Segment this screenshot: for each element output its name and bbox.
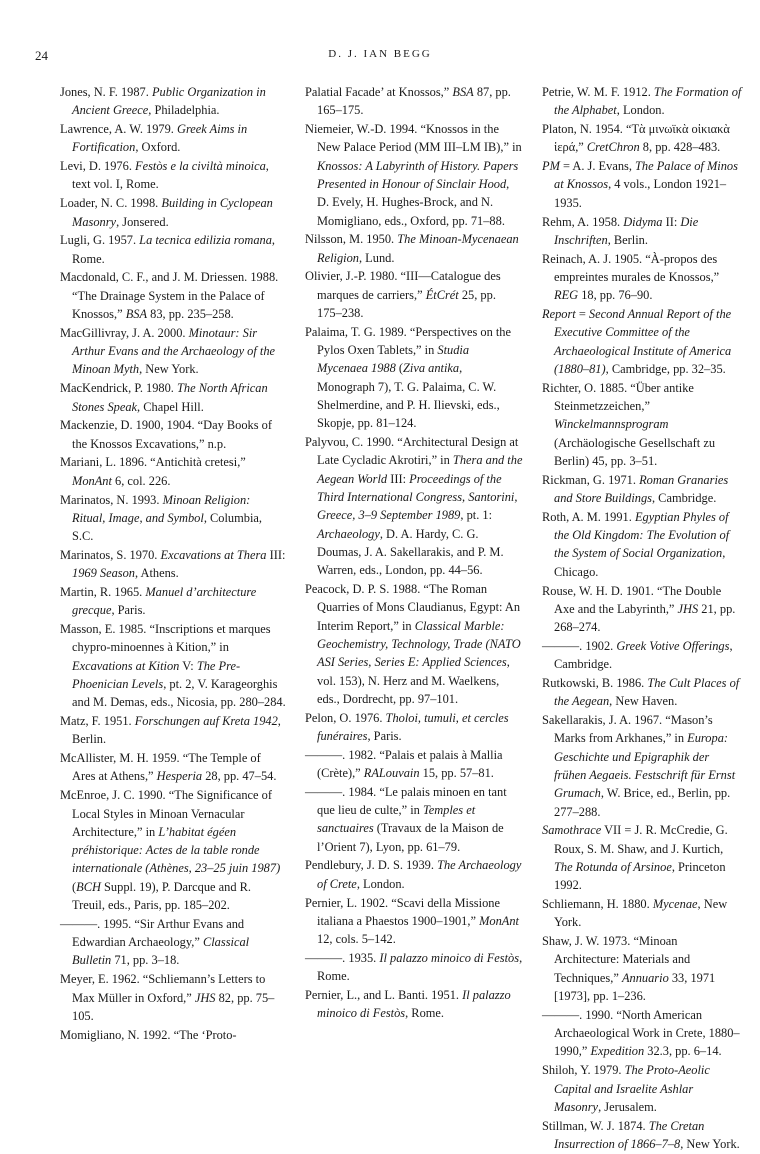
- bibliography-entry: Sakellarakis, J. A. 1967. “Mason’s Marks from Arkhanes,” in Europa: Geschichte und Epigraphik der frühen Aegaeis. Festschrift für Ernst Grumach, W. Brice, ed., Berlin, pp. 277–288.: [542, 713, 736, 819]
- bibliography-entry: Olivier, J.-P. 1980. “III—Catalogue des marques de carriers,” ÉtCrét 25, pp. 175–238.: [305, 269, 501, 321]
- bibliography-entry: Rouse, W. H. D. 1901. “The Double Axe and the Labyrinth,” JHS 21, pp. 268–274.: [542, 583, 736, 635]
- bibliography-entry: McAllister, M. H. 1959. “The Temple of Ares at Athens,” Hesperia 28, pp. 47–54.: [60, 751, 277, 784]
- bibliography-entry: Pernier, L., and L. Banti. 1951. Il palazzo minoico di Festòs, Rome.: [305, 988, 511, 1021]
- bibliography-column-1: [60, 83, 286, 1044]
- bibliography-entry: Loader, N. C. 1998. Building in Cyclopean Masonry, Jonsered.: [60, 196, 273, 229]
- bibliography-entry: Rickman, G. 1971. Roman Granaries and Store Buildings, Cambridge.: [542, 472, 729, 506]
- bibliography-column-2: [305, 83, 523, 1023]
- running-head: D. J. IAN BEGG: [328, 48, 432, 60]
- bibliography-entry: Marinatos, N. 1993. Minoan Religion: Ritual, Image, and Symbol, Columbia, S.C.: [60, 492, 262, 544]
- bibliography-entry: PM = A. J. Evans, The Palace of Minos at Knossos, 4 vols., London 1921–1935.: [542, 159, 738, 210]
- bibliography-entry: Niemeier, W.-D. 1994. “Knossos in the New Palace Period (MM III–LM IB),” in Knossos: A Labyrinth of History. Papers Presented in Honour of Sinclair Hood, D. Evely, H. Hughes-Brock, and N. Momigliano, eds., Oxford, pp. 71–88.: [305, 122, 522, 228]
- bibliography-entry: Macdonald, C. F., and J. M. Driessen. 1988. “The Drainage System in the Palace of Knossos,” BSA 83, pp. 235–258.: [60, 270, 279, 322]
- bibliography-entry: Richter, O. 1885. “Über antike Steinmetzzeichen,” Winckelmannsprogram (Archäologische Gesellschaft zu Berlin) 45, pp. 3–51.: [542, 380, 716, 468]
- bibliography-entry: Mackenzie, D. 1900, 1904. “Day Books of the Knossos Excavations,” n.p.: [60, 418, 272, 451]
- bibliography-entry: ———. 1935. Il palazzo minoico di Festòs, Rome.: [305, 950, 523, 984]
- bibliography-entry: McEnroe, J. C. 1990. “The Significance of Local Styles in Minoan Vernacular Architecture,” in L’habitat égéen préhistorique: Actes de la table ronde internationale (Athènes, 23–25 juin 1987) (BCH Suppl. 19), P. Darcque and R. Treuil, eds., Paris, pp. 185–202.: [60, 788, 281, 913]
- bibliography-entry: Pelon, O. 1976. Tholoi, tumuli, et cercles funéraires, Paris.: [305, 710, 509, 743]
- bibliography-entry: ———. 1995. “Sir Arthur Evans and Edwardian Archaeology,” Classical Bulletin 71, pp. 3–18.: [60, 916, 250, 968]
- bibliography-entry: Pendlebury, J. D. S. 1939. The Archaeology of Crete, London.: [305, 858, 522, 891]
- bibliography-entry: Masson, E. 1985. “Inscriptions et marques chypro-minoennes à Kition,” in Excavations at Kition V: The Pre-Phoenician Levels, pt. 2, V. Karageorghis and M. Demas, eds., Nicosia, pp. 280–284.: [60, 622, 286, 710]
- bibliography-entry: Shiloh, Y. 1979. The Proto-Aeolic Capital and Israelite Ashlar Masonry, Jerusalem.: [542, 1063, 710, 1114]
- bibliography-entry: Palyvou, C. 1990. “Architectural Design at Late Cycladic Akrotiri,” in Thera and the Aegean World III: Proceedings of the Third International Congress, Santorini, Greece, 3–9 September 1989, pt. 1: Archaeology, D. A. Hardy, C. G. Doumas, J. A. Sakellarakis, and P. M. Warren, eds., London, pp. 44–56.: [305, 435, 523, 578]
- bibliography-entry: Mariani, L. 1896. “Antichità cretesi,” MonAnt 6, col. 226.: [60, 455, 246, 488]
- bibliography-entry: Lawrence, A. W. 1979. Greek Aims in Fortification, Oxford.: [60, 122, 248, 155]
- bibliography-entry: Peacock, D. P. S. 1988. “The Roman Quarries of Mons Claudianus, Egypt: An Interim Report,” in Classical Marble: Geochemistry, Technology, Trade (NATO ASI Series, Series E: Applied Sciences, vol. 153), N. Herz and M. Waelkens, eds., Dordrecht, pp. 97–101.: [305, 582, 521, 706]
- bibliography-entry: Petrie, W. M. F. 1912. The Formation of the Alphabet, London.: [542, 85, 742, 118]
- bibliography-entry: Reinach, A. J. 1905. “À-propos des empreintes murales de Knossos,” REG 18, pp. 76–90.: [542, 251, 720, 303]
- bibliography-entry: Report = Second Annual Report of the Executive Committee of the Archaeological Institute of America (1880–81), Cambridge, pp. 32–35.: [542, 307, 732, 376]
- bibliography-entry: Palaima, T. G. 1989. “Perspectives on the Pylos Oxen Tablets,” in Studia Mycenaea 1988 (Ziva antika, Monograph 7), T. G. Palaima, C. W. Shelmerdine, and P. H. Ilievski, eds., Skopje, pp. 81–124.: [305, 324, 512, 431]
- page-number: 24: [35, 48, 48, 63]
- bibliography-entry: Rutkowski, B. 1986. The Cult Places of the Aegean, New Haven.: [542, 676, 740, 709]
- bibliography-entry: ———. 1984. “Le palais minoen en tant que lieu de culte,” in Temples et sanctuaires (Travaux de la Maison de l’Orient 7), Lyon, pp. 61–79.: [305, 784, 507, 854]
- bibliography-entry: MacGillivray, J. A. 2000. Minotaur: Sir Arthur Evans and the Archaeology of the Minoan Myth, New York.: [60, 325, 276, 377]
- bibliography-entry: Platon, N. 1954. “Τὰ μινωϊκὰ οἰκιακὰ ἱερά,” CretChron 8, pp. 428–483.: [542, 122, 730, 155]
- bibliography-entry: Martin, R. 1965. Manuel d’architecture grecque, Paris.: [60, 585, 257, 618]
- bibliography-entry: Shaw, J. W. 1973. “Minoan Architecture: Materials and Techniques,” Annuario 33, 1971 [1973], pp. 1–236.: [542, 934, 716, 1004]
- bibliography-entry: Matz, F. 1951. Forschungen auf Kreta 1942, Berlin.: [60, 714, 281, 747]
- bibliography-entry: Schliemann, H. 1880. Mycenae, New York.: [542, 897, 728, 930]
- bibliography-entry: MacKendrick, P. 1980. The North African Stones Speak, Chapel Hill.: [60, 381, 268, 414]
- bibliography-entry: Nilsson, M. 1950. The Minoan-Mycenaean Religion, Lund.: [305, 232, 519, 265]
- bibliography-entry: ———. 1990. “North American Archaeological Work in Crete, 1880–1990,” Expedition 32.3, pp. 6–14.: [542, 1007, 740, 1059]
- bibliography-entry: Meyer, E. 1962. “Schliemann’s Letters to Max Müller in Oxford,” JHS 82, pp. 75–105.: [60, 972, 275, 1023]
- bibliography-entry: Momigliano, N. 1992. “The ‘Proto-: [60, 1027, 237, 1042]
- bibliography-entry: Roth, A. M. 1991. Egyptian Phyles of the Old Kingdom: The Evolution of the System of Social Organization, Chicago.: [542, 509, 730, 579]
- bibliography-entry: ———. 1902. Greek Votive Offerings, Cambridge.: [542, 638, 733, 672]
- bibliography-entry: Samothrace VII = J. R. McCredie, G. Roux, S. M. Shaw, and J. Kurtich, The Rotunda of Arsinoe, Princeton 1992.: [542, 823, 728, 893]
- bibliography-entry: Stillman, W. J. 1874. The Cretan Insurrection of 1866–7–8, New York.: [542, 1118, 740, 1151]
- bibliography-entry: Palatial Facade’ at Knossos,” BSA 87, pp. 165–175.: [305, 85, 511, 118]
- bibliography-entry: Marinatos, S. 1970. Excavations at Thera III: 1969 Season, Athens.: [60, 547, 286, 581]
- bibliography-entry: Lugli, G. 1957. La tecnica edilizia romana, Rome.: [60, 233, 276, 266]
- bibliography-entry: Rehm, A. 1958. Didyma II: Die Inschriften, Berlin.: [542, 214, 699, 247]
- bibliography-entry: Pernier, L. 1902. “Scavi della Missione italiana a Phaestos 1900–1901,” MonAnt 12, cols. 5–142.: [305, 895, 519, 947]
- bibliography-entry: Levi, D. 1976. Festòs e la civiltà minoica, text vol. I, Rome.: [60, 159, 269, 192]
- bibliography-column-3: [542, 83, 742, 1154]
- bibliography-entry: Jones, N. F. 1987. Public Organization in Ancient Greece, Philadelphia.: [60, 85, 266, 118]
- bibliography-entry: ———. 1982. “Palais et palais à Mallia (Crète),” RALouvain 15, pp. 57–81.: [305, 747, 503, 780]
